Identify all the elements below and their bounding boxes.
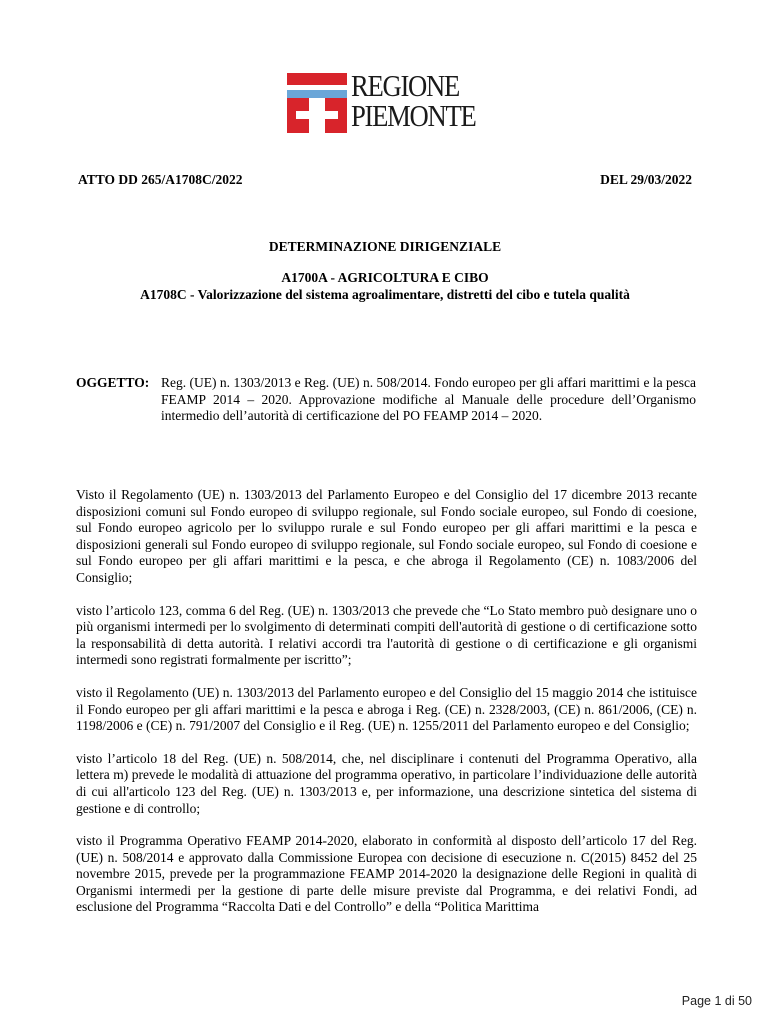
paragraph: visto l’articolo 18 del Reg. (UE) n. 508/2014, che, nel disciplinare i contenuti del Programma Operativo, alla lettera m) prevede le modalità di attuazione del programma operativo, in particolare l’individuazione delle autorità di cui all'articolo 123 del Reg. (UE) n. 1303/2013 e, per informazione, una descrizione sintetica del sistema di gestione e di controllo;	[76, 750, 697, 816]
logo-wordmark	[351, 68, 496, 133]
regione-piemonte-logo	[287, 68, 492, 135]
atto-date: DEL 29/03/2022	[600, 172, 692, 187]
settore-title: A1708C - Valorizzazione del sistema agroalimentare, distretti del cibo e tutela qualità	[140, 287, 630, 302]
direzione-title: A1700A - AGRICOLTURA E CIBO	[281, 270, 489, 285]
page-number: Page 1 di 50	[681, 994, 752, 1008]
piemonte-emblem-icon	[287, 73, 347, 133]
paragraph: visto l’articolo 123, comma 6 del Reg. (UE) n. 1303/2013 che prevede che “Lo Stato membro può designare uno o più organismi intermedi per lo svolgimento di determinati compiti dell'autorità di gestione o di certificazione sotto la responsabilità di detta autorità. I relativi accordi tra l'autorità di gestione o di certificazione e gli organismi intermedi sono registrati formalmente per iscritto”;	[76, 602, 697, 668]
logo-line-2: PIEMONTE	[351, 98, 476, 133]
document-type-title: DETERMINAZIONE DIRIGENZIALE	[268, 239, 502, 254]
atto-number: ATTO DD 265/A1708C/2022	[78, 172, 243, 187]
document-body	[76, 487, 697, 932]
oggetto-label: OGGETTO:	[76, 375, 150, 390]
paragraph: Visto il Regolamento (UE) n. 1303/2013 del Parlamento Europeo e del Consiglio del 17 dicembre 2013 recante disposizioni comuni sul Fondo europeo di sviluppo regionale, sul Fondo sociale europeo, sul Fondo di coesione, sul Fondo europeo agricolo per lo sviluppo rurale e sul Fondo europeo per gli affari marittimi e la pesca e disposizioni generali sul Fondo europeo di sviluppo regionale, sul Fondo sociale europeo, sul Fondo di coesione e sul Fondo europeo per gli affari marittimi e la pesca, e che abroga il Regolamento (CE) n. 1083/2006 del Consiglio;	[76, 487, 697, 585]
oggetto-text: Reg. (UE) n. 1303/2013 e Reg. (UE) n. 508/2014. Fondo europeo per gli affari marittimi e la pesca FEAMP 2014 – 2020. Approvazione modifiche al Manuale delle procedure dell’Organismo intermedio dell’autorità di certificazione del PO FEAMP 2014 – 2020.	[161, 375, 696, 423]
logo-line-1: REGIONE	[351, 68, 459, 103]
paragraph: visto il Regolamento (UE) n. 1303/2013 del Parlamento europeo e del Consiglio del 15 maggio 2014 che istituisce il Fondo europeo per gli affari marittimi e la pesca e abroga i Reg. (CE) n. 2328/2003, (CE) n. 861/2006, (CE) n. 1198/2006 e (CE) n. 791/2007 del Consiglio e il Reg. (UE) n. 1255/2011 del Parlamento europeo e del Consiglio;	[76, 684, 697, 734]
paragraph: visto il Programma Operativo FEAMP 2014-2020, elaborato in conformità al disposto dell’articolo 17 del Reg. (UE) n. 508/2014 e approvato dalla Commissione Europea con decisione di esecuzione n. C(2015) 8452 del 25 novembre 2015, prevede per la programmazione FEAMP 2014-2020 la designazione delle Regioni in qualità di Organismi intermedi per la gestione di parte delle misure previste dal Programma, e dei relativi Fondi, ad esclusione del Programma “Raccolta Dati e del Controllo” e della “Politica Marittima	[76, 833, 697, 915]
